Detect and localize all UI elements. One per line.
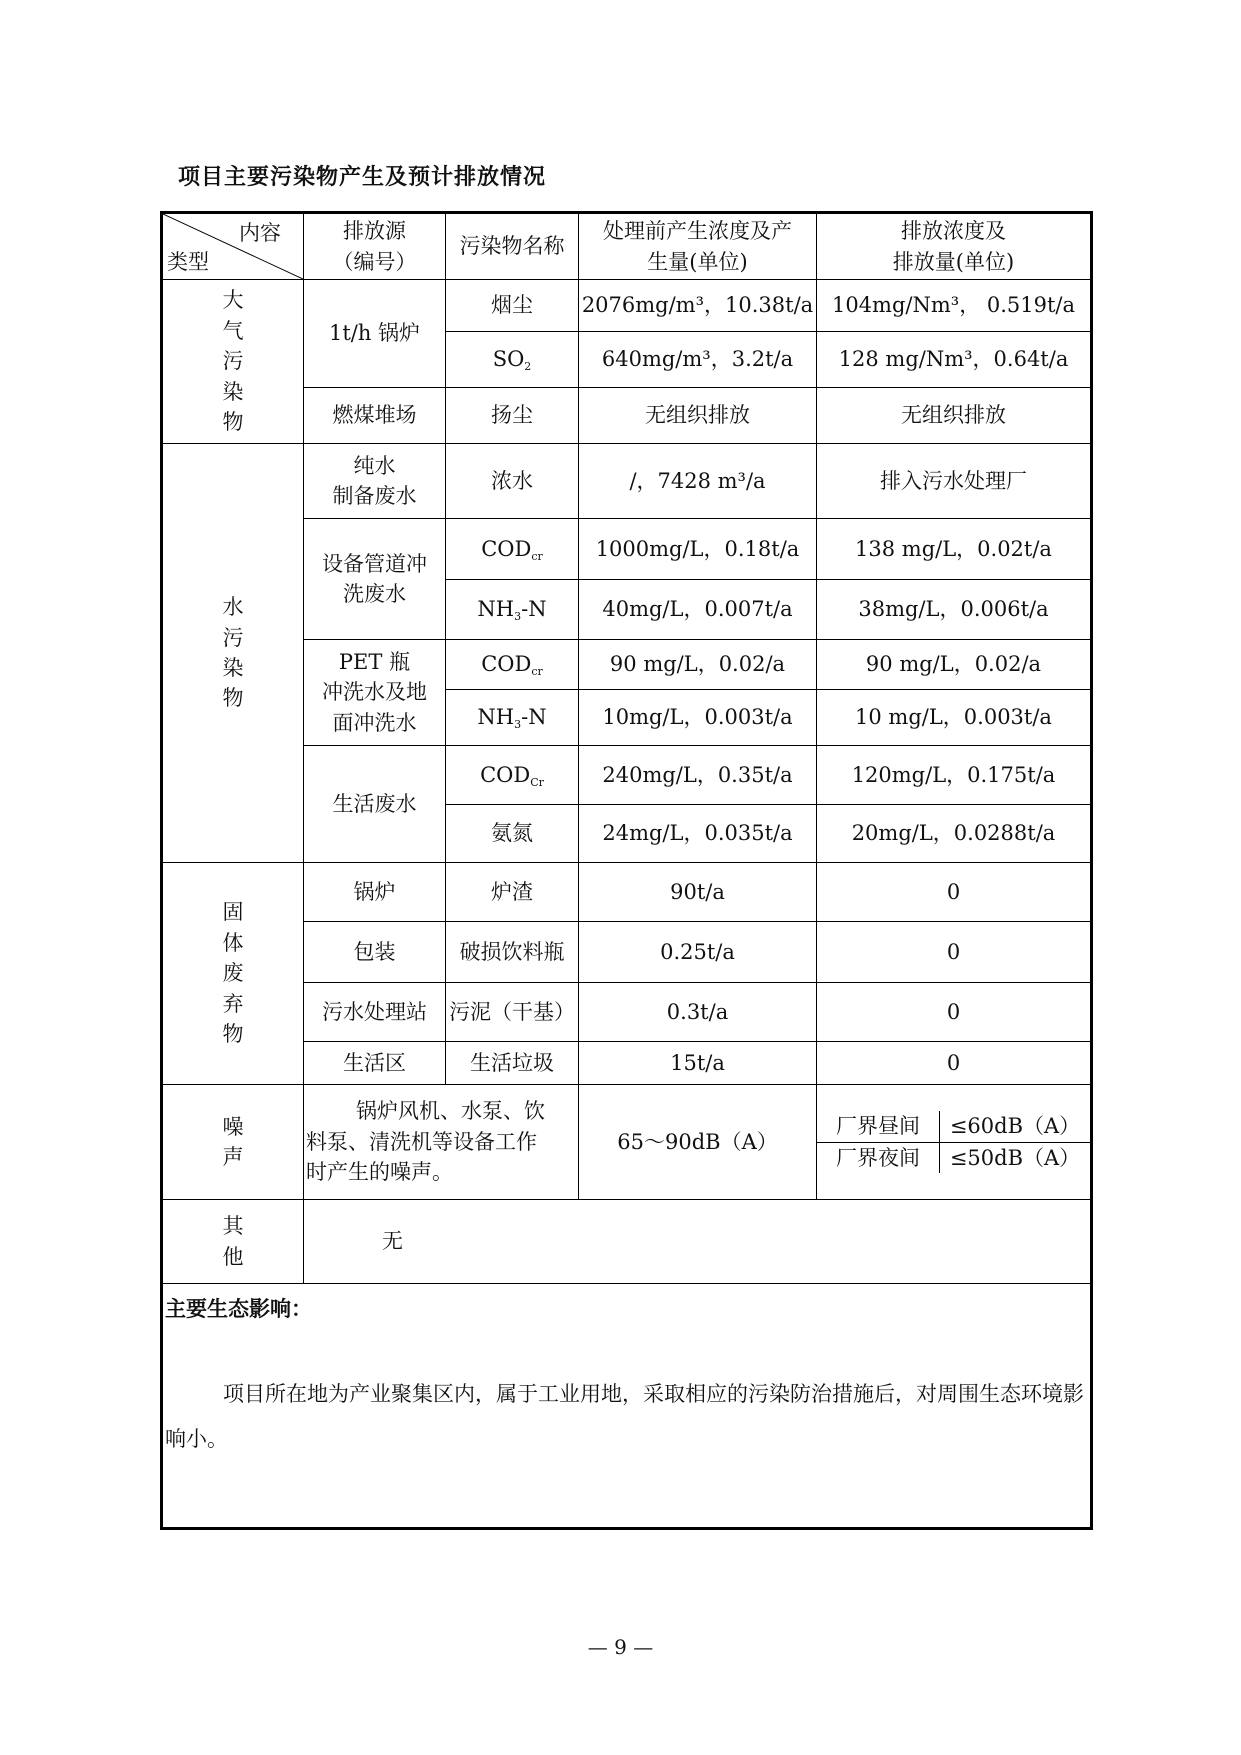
after-cell: 0 (817, 922, 1092, 983)
pollutant-cell: 炉渣 (446, 863, 579, 922)
noise-night-label: 厂界夜间 (817, 1142, 940, 1173)
table-row (162, 1200, 1092, 1284)
before-cell: 2076mg/m³，10.38t/a (579, 280, 817, 332)
after-cell: 排入污水处理厂 (817, 444, 1092, 519)
after-cell: 0 (817, 1042, 1092, 1085)
page-number: — 9 — (587, 1635, 654, 1659)
pollutant-cell: $NH_3-N$ (446, 690, 579, 746)
category-other: 其 他 (162, 1200, 304, 1284)
table-row (162, 1085, 1092, 1200)
before-cell: /，7428 m³/a (579, 444, 817, 519)
header-after: 排放浓度及 排放量(单位) (817, 213, 1092, 280)
source-cell: 生活废水 (304, 746, 446, 863)
source-cell: 包装 (304, 922, 446, 983)
other-value: 无 (304, 1200, 1092, 1284)
pollutant-cell: 氨氮 (446, 805, 579, 863)
before-cell: 无组织排放 (579, 388, 817, 444)
after-cell: 无组织排放 (817, 388, 1092, 444)
before-cell: 40mg/L，0.007t/a (579, 580, 817, 640)
after-cell: 90 mg/L，0.02/a (817, 640, 1092, 690)
source-cell: 纯水 制备废水 (304, 444, 446, 519)
pollutant-cell: 污泥（干基） (446, 983, 579, 1042)
category-noise: 噪 声 (162, 1085, 304, 1200)
before-cell: 10mg/L，0.003t/a (579, 690, 817, 746)
header-type-label: 类型 (167, 249, 209, 274)
source-cell: 生活区 (304, 1042, 446, 1085)
before-cell: 640mg/m³，3.2t/a (579, 332, 817, 388)
pollutant-cell: 扬尘 (446, 388, 579, 444)
ecology-section (162, 1284, 1092, 1529)
before-cell: 0.3t/a (579, 983, 817, 1042)
pollutant-cell: $NH_3-N$ (446, 580, 579, 640)
after-cell: 0 (817, 983, 1092, 1042)
source-cell: 燃煤堆场 (304, 388, 446, 444)
pollutant-cell: 破损饮料瓶 (446, 922, 579, 983)
after-cell: 10 mg/L，0.003t/a (817, 690, 1092, 746)
page-title: 项目主要污染物产生及预计排放情况 (178, 164, 547, 190)
pollutant-table (160, 211, 1093, 1530)
after-cell: 38mg/L，0.006t/a (817, 580, 1092, 640)
pollutant-cell: $COD_{Cr}$ (446, 746, 579, 805)
pollutant-cell: $COD_{cr}$ (446, 519, 579, 580)
before-cell: 90t/a (579, 863, 817, 922)
source-cell: PET 瓶 冲洗水及地 面冲洗水 (304, 640, 446, 746)
before-cell: 24mg/L，0.035t/a (579, 805, 817, 863)
before-cell: 0.25t/a (579, 922, 817, 983)
table-row (162, 444, 1092, 519)
ecology-heading: 主要生态影响： (165, 1296, 312, 1321)
noise-day-label: 厂界昼间 (817, 1111, 940, 1142)
noise-night-value: ≤50dB（A） (949, 1145, 1081, 1170)
table-row (162, 280, 1092, 332)
pollutant-cell: 烟尘 (446, 280, 579, 332)
header-pollutant: 污染物名称 (446, 213, 579, 280)
after-cell: 138 mg/L，0.02t/a (817, 519, 1092, 580)
after-cell: 120mg/L，0.175t/a (817, 746, 1092, 805)
noise-limits (817, 1085, 1092, 1200)
after-cell: 20mg/L，0.0288t/a (817, 805, 1092, 863)
header-content-label: 内容 (239, 221, 281, 245)
source-cell: 污水处理站 (304, 983, 446, 1042)
ecology-text: 项目所在地为产业聚集区内，属于工业用地，采取相应的污染防治措施后，对周围生态环境影响小。 (165, 1382, 1084, 1451)
after-cell: 128 mg/Nm³，0.64t/a (817, 332, 1092, 388)
source-cell: 设备管道冲 洗废水 (304, 519, 446, 640)
after-cell: 104mg/Nm³， 0.519t/a (817, 280, 1092, 332)
table-header-row (162, 213, 1092, 280)
before-cell: 1000mg/L，0.18t/a (579, 519, 817, 580)
category-solid: 固 体 废 弃 物 (162, 863, 304, 1085)
pollutant-cell: 浓水 (446, 444, 579, 519)
noise-day-value: ≤60dB（A） (940, 1111, 1091, 1142)
header-before: 处理前产生浓度及产 生量(单位) (579, 213, 817, 280)
noise-level: 65～90dB（A） (579, 1085, 817, 1200)
header-source: 排放源 （编号） (304, 213, 446, 280)
pollutant-cell: $COD_{cr}$ (446, 640, 579, 690)
pollutant-cell: $SO_2$ (446, 332, 579, 388)
before-cell: 240mg/L，0.35t/a (579, 746, 817, 805)
category-air: 大 气 污 染 物 (162, 280, 304, 444)
source-cell: 锅炉 (304, 863, 446, 922)
before-cell: 15t/a (579, 1042, 817, 1085)
table-row (162, 1284, 1092, 1529)
category-water: 水 污 染 物 (162, 444, 304, 863)
table-row (162, 863, 1092, 922)
source-cell: 1t/h 锅炉 (304, 280, 446, 388)
noise-description: 锅炉风机、水泵、饮 料泵、清洗机等设备工作 时产生的噪声。 (304, 1085, 579, 1200)
header-diagonal-cell (162, 213, 304, 280)
before-cell: 90 mg/L，0.02/a (579, 640, 817, 690)
after-cell: 0 (817, 863, 1092, 922)
pollutant-cell: 生活垃圾 (446, 1042, 579, 1085)
